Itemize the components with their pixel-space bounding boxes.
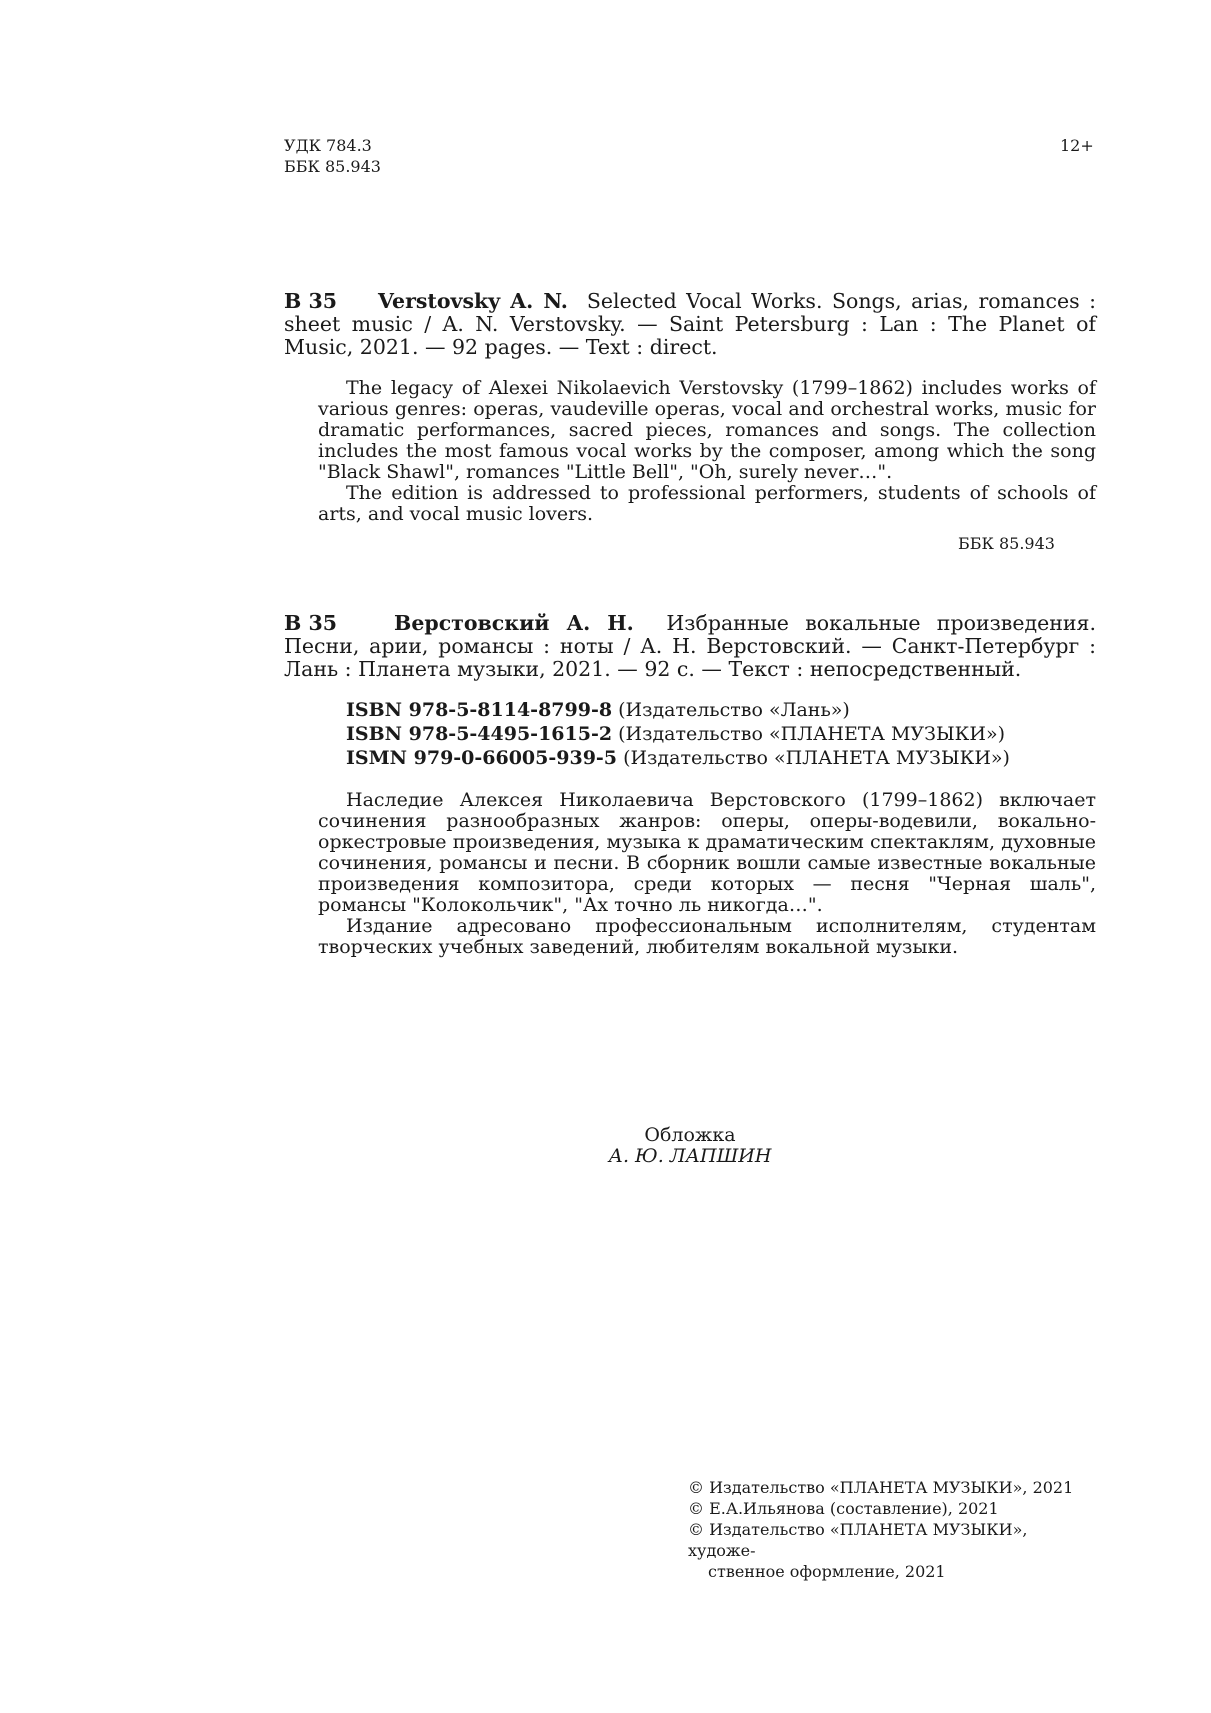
cover-credit <box>560 1125 820 1167</box>
isbn-publisher: (Издательство «ПЛАНЕТА МУЗЫКИ») <box>623 747 1010 769</box>
english-abstract-paragraph-2: The edition is addressed to professional performers, students of schools of arts, and vocal music lovers. <box>318 482 1096 525</box>
copyright-line-continuation: ственное оформление, 2021 <box>708 1562 946 1581</box>
russian-entry-text: Избранные вокальные произведения. Песни, арии, романсы : ноты / А. Н. Верстовский. — Санкт-Петербург : Лань : Планета музыки, 2021. — 92 с. — Текст : непосредственный. <box>284 611 1096 681</box>
isbn-number: ISBN 978-5-8114-8799-8 <box>346 699 613 721</box>
russian-abstract-paragraph-2: Издание адресовано профессиональным исполнителям, студентам творческих учебных заведений, любителям вокальной музыки. <box>318 915 1096 958</box>
english-author-code: В 35 <box>284 289 337 313</box>
copyright-line: © Е.А.Ильянова (составление), 2021 <box>688 1499 999 1518</box>
russian-author-code: В 35 <box>284 611 337 635</box>
english-bibliographic-entry <box>284 290 1096 359</box>
english-abstract <box>318 377 1096 525</box>
english-author: Verstovsky A. N. <box>378 289 568 313</box>
isbn-list <box>346 700 1096 772</box>
copyright-line: © Издательство «ПЛАНЕТА МУЗЫКИ», 2021 <box>688 1478 1074 1497</box>
english-entry-text: Selected Vocal Works. Songs, arias, romances : sheet music / A. N. Verstovsky. — Saint Petersburg : Lan : The Planet of Music, 2021. — 92 pages. — Text : direct. <box>284 289 1096 359</box>
isbn-row <box>346 724 1096 745</box>
copyright-block <box>688 1477 1098 1582</box>
ismn-row <box>346 748 1096 769</box>
udk-code: УДК 784.3 <box>284 136 372 155</box>
bbk-code: ББК 85.943 <box>284 157 381 176</box>
isbn-row <box>346 700 1096 721</box>
isbn-publisher: (Издательство «ПЛАНЕТА МУЗЫКИ») <box>618 723 1005 745</box>
english-bbk: ББК 85.943 <box>958 534 1055 553</box>
isbn-number: ISBN 978-5-4495-1615-2 <box>346 723 613 745</box>
russian-bibliographic-entry <box>284 612 1096 681</box>
russian-abstract <box>318 789 1096 958</box>
russian-abstract-paragraph-1: Наследие Алексея Николаевича Верстовского (1799–1862) включает сочинения разнообразных жанров: оперы, оперы-водевили, вокально-оркестровые произведения, музыка к драматическим спектаклям, духовные сочинения, романсы и песни. В сборник вошли самые известные вокальные произведения композитора, среди которых — песня "Черная шаль", романсы "Колокольчик", "Ах точно ль никогда…". <box>318 789 1096 916</box>
cover-label: Обложка <box>644 1124 736 1146</box>
age-rating: 12+ <box>1060 136 1094 155</box>
isbn-publisher: (Издательство «Лань») <box>618 699 850 721</box>
ismn-number: ISMN 979-0-66005-939-5 <box>346 747 618 769</box>
cover-designer: А. Ю. ЛАПШИН <box>608 1145 772 1167</box>
copyright-line: © Издательство «ПЛАНЕТА МУЗЫКИ», художе- <box>688 1520 1028 1560</box>
classification-codes <box>284 135 381 177</box>
english-abstract-paragraph-1: The legacy of Alexei Nikolaevich Verstovsky (1799–1862) includes works of various genres: operas, vaudeville operas, vocal and orchestral works, music for dramatic performances, sacred pieces, romances and songs. The collection includes the most famous vocal works by the composer, among which the song "Black Shawl", romances "Little Bell", "Oh, surely never…". <box>318 377 1096 483</box>
russian-author: Верстовский А. Н. <box>394 611 634 635</box>
